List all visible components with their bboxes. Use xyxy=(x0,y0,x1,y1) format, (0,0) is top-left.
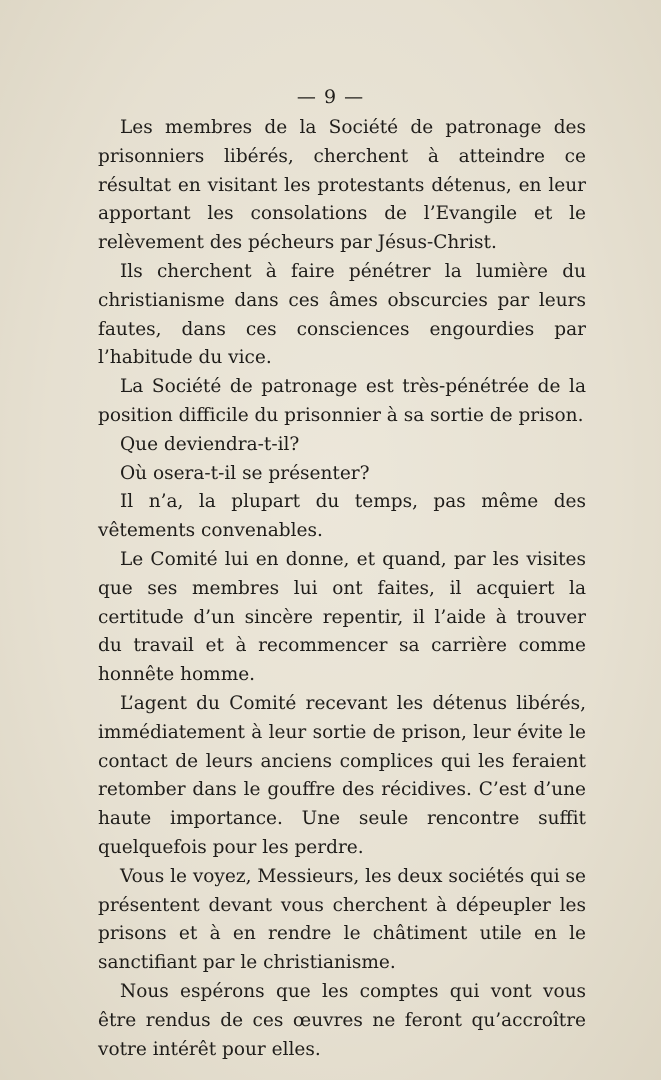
paragraph-9: Vous le voyez, Messieurs, les deux sociétés qui se présentent devant vous cherchent à dépeupler les prisons et à en rendre le châtiment utile en le sanctifiant par le christianisme. xyxy=(98,865,586,974)
paragraph-1: Les membres de la Société de patronage des prisonniers libérés, cherchent à atteindre ce résultat en visitant les protestants détenus, en leur apportant les consolations de l’Evangile et le relèvement des pécheurs par Jésus-Christ. xyxy=(98,117,586,254)
paragraph-7: Le Comité lui en donne, et quand, par les visites que ses membres lui ont faites, il acquiert la certitude d’un sincère repentir, il l’aide à trouver du travail et à recommencer sa carrière comme honnête homme. xyxy=(98,548,586,686)
paragraph-3: La Société de patronage est très-pénétrée de la position difficile du prisonnier à sa sortie de prison. xyxy=(98,376,586,426)
paragraph-5: Où osera-t-il se présenter? xyxy=(120,462,370,484)
paragraph-6: Il n’a, la plupart du temps, pas même des vêtements convenables. xyxy=(98,491,586,542)
paragraph-2: Ils cherchent à faire pénétrer la lumière du christianisme dans ces âmes obscurcies par leurs fautes, dans ces consciences engourdies par l’habitude du vice. xyxy=(98,260,586,369)
paragraph-4: Que deviendra-t-il? xyxy=(120,433,300,455)
paragraph-8: L’agent du Comité recevant les détenus libérés, immédiatement à leur sortie de prison, leur évite le contact de leurs anciens complices qui les feraient retomber dans le gouffre des récidives. C’est d’une haute importance. Une seule rencontre suffit quelquefois pour les perdre. xyxy=(98,692,586,858)
page-number: — 9 — xyxy=(296,86,365,108)
paragraph-10: Nous espérons que les comptes qui vont vous être rendus de ces œuvres ne feront qu’accroître votre intérêt pour elles. xyxy=(98,980,586,1060)
body-text xyxy=(98,114,586,1064)
